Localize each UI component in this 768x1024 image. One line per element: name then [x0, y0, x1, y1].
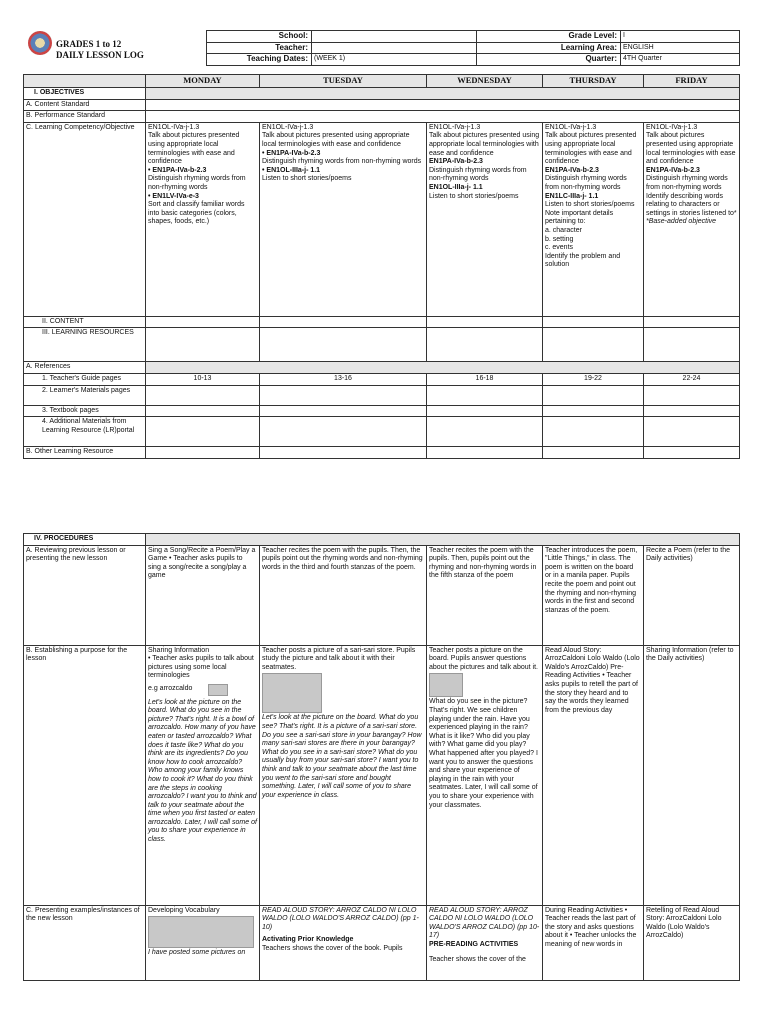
competency-text: b. setting — [545, 235, 574, 243]
proc-a-tuesday: Teacher recites the poem with the pupils. Then, the pupils point out the rhyming words and non-rhyming words in the third and fourth stanzas of the poem. — [260, 545, 427, 645]
competency-code: EN1PA-IVa-b-2.3 — [646, 166, 700, 174]
tg-pages-label: 1. Teacher's Guide pages — [24, 373, 146, 385]
lr-thursday — [543, 417, 644, 447]
grade-level-value: I — [621, 31, 740, 43]
lm-monday — [146, 385, 260, 405]
proc-b-friday: Sharing Information (refer to the Daily activities) — [644, 645, 740, 905]
tg-pages-value: 16-18 — [427, 373, 543, 385]
other-tuesday — [260, 447, 427, 459]
other-thursday — [543, 447, 644, 459]
school-label: School: — [207, 31, 312, 43]
content-standard-label: A. Content Standard — [24, 99, 146, 111]
vocabulary-pictures-image — [148, 916, 254, 948]
competency-code: EN1OL-IVa-j-1.3 — [148, 123, 200, 131]
competency-text: Distinguish rhyming words from non-rhyming words — [545, 175, 627, 191]
content-thursday — [543, 316, 644, 328]
c-tuesday-subheading: Activating Prior Knowledge — [262, 936, 354, 944]
tg-pages-value: 10-13 — [146, 373, 260, 385]
resources-monday — [146, 328, 260, 362]
corner-cell — [24, 75, 146, 88]
competency-code: EN1OL-IVa-j-1.3 — [429, 123, 481, 131]
other-resource-label: B. Other Learning Resource — [24, 447, 146, 459]
competency-code: EN1PA-IVa-b-2.3 — [545, 166, 599, 174]
competency-text: Distinguish rhyming words from non-rhyming words — [429, 166, 527, 183]
content-wednesday — [427, 316, 543, 328]
resources-tuesday — [260, 328, 427, 362]
grade-level-label: Grade Level: — [477, 31, 621, 43]
lm-wednesday — [427, 385, 543, 405]
objectives-heading: I. OBJECTIVES — [24, 88, 146, 100]
objectives-table — [23, 74, 740, 459]
competency-monday — [146, 122, 260, 316]
proc-c-monday — [146, 905, 260, 980]
c-tuesday-text: Teachers shows the cover of the book. Pupils — [262, 944, 403, 952]
day-monday: MONDAY — [146, 75, 260, 88]
tb-thursday — [543, 405, 644, 417]
b-monday-prompt: Let's look at the picture on the board. What do you see in the picture? That's right. It is a bowl of arrozcaldo. How many of you have eaten or tasted arrozcaldo? What does it taste like? What do you think are its ingredients? Do you know how to cook arrozcaldo? Who among your family knows how to cook it? What do you think are the steps in cooking arrozcaldo? I want you to think and talk to your seatmate about the time when you first tasted or eaten arrozcaldo. Later, I will call some of you to share your experience in class. — [148, 698, 257, 844]
day-thursday: THURSDAY — [543, 75, 644, 88]
learning-resources-label: III. LEARNING RESOURCES — [24, 328, 146, 362]
competency-text: Talk about pictures presented using appropriate local terminologies with ease and confidence — [148, 132, 240, 166]
procedures-heading: IV. PROCEDURES — [24, 534, 146, 546]
competency-text: Identify the problem and solution — [545, 252, 621, 269]
tg-pages-value: 13-16 — [260, 373, 427, 385]
competency-text: Distinguish rhyming words from non-rhyming words — [262, 158, 422, 166]
lm-pages-label: 2. Learner's Materials pages — [24, 385, 146, 405]
c-monday-heading: Developing Vocabulary — [148, 906, 220, 914]
competency-tuesday — [260, 122, 427, 316]
c-wednesday-subheading: PRE-READING ACTIVITIES — [429, 940, 519, 948]
b-wednesday-text: Teacher posts a picture on the board. Pupils answer questions about the pictures and talk about it. — [429, 646, 538, 671]
title-grades: GRADES 1 to 12 — [56, 39, 122, 49]
objectives-heading-fill — [146, 88, 740, 100]
lm-thursday — [543, 385, 644, 405]
competency-code: EN1OL-IVa-j-1.3 — [646, 123, 698, 131]
additional-materials-label: 4. Additional Materials from Learning Resource (LR)portal — [24, 417, 146, 447]
sari-sari-store-image — [262, 673, 322, 713]
title-dll: DAILY LESSON LOG — [56, 50, 144, 60]
competency-text: Identify describing words relating to characters or settings in stories listened to* — [646, 192, 737, 217]
content-friday — [644, 316, 740, 328]
tb-tuesday — [260, 405, 427, 417]
procedures-heading-fill — [146, 534, 740, 546]
b-tuesday-prompt: Let's look at the picture on the board. What do you see? That's right. It is a picture of a sari-sari store. Do you see a sari-sari store in your barangay? How many sari-sari stores are there in your barangay? What do you see in a sari-sari store? What do you usually buy from your sari-sari store? I want you to think and talk to your seatmate about the last time you went to the sari-sari store and bought something. Later, I will call some of you to share your experience in class. — [262, 714, 422, 799]
competency-code: • EN1OL-IIIa-j- 1.1 — [262, 166, 321, 174]
proc-c-thursday: During Reading Activities • Teacher reads the last part of the story and asks questions about it • Teacher unlocks the meaning of new words in — [543, 905, 644, 980]
children-rain-image — [429, 673, 463, 697]
day-friday: FRIDAY — [644, 75, 740, 88]
proc-c-label: C. Presenting examples/instances of the new lesson — [24, 905, 146, 980]
proc-b-wednesday — [427, 645, 543, 905]
competency-text: Listen to short stories/poems — [429, 192, 519, 200]
proc-a-thursday: Teacher introduces the poem, "Little Things," in class. The poem is written on the board or in a manila paper. Pupils recite the poem and point out the rhyming and non-rhyming words in the first and second stanzas of the poem. — [543, 545, 644, 645]
lr-tuesday — [260, 417, 427, 447]
competency-code: EN1OL-IVa-j-1.3 — [545, 123, 597, 131]
lr-friday — [644, 417, 740, 447]
proc-a-friday: Recite a Poem (refer to the Daily activities) — [644, 545, 740, 645]
competency-text: Listen to short stories/poems — [262, 175, 352, 183]
competency-code: • EN1LV-IVa-e-3 — [148, 192, 199, 200]
competency-code: EN1PA-IVa-b-2.3 — [429, 158, 483, 166]
c-wednesday-text: Teacher shows the cover of the — [429, 955, 526, 963]
competency-code: • EN1PA-IVa-b-2.3 — [262, 149, 321, 157]
tg-pages-value: 19-22 — [543, 373, 644, 385]
day-wednesday: WEDNESDAY — [427, 75, 543, 88]
other-monday — [146, 447, 260, 459]
competency-text: Talk about pictures presented using appropriate local terminologies with ease and confidence — [262, 132, 410, 148]
references-label: A. References — [24, 362, 146, 374]
proc-b-monday — [146, 645, 260, 905]
proc-b-thursday: Read Aloud Story: ArrozCaldoni Lolo Waldo (Lolo Waldo's ArrozCaldo) Pre-Reading Activities • Teacher asks pupils to retell the part of the story they heard and to say the words they learned from the previous day — [543, 645, 644, 905]
lr-monday — [146, 417, 260, 447]
learning-area-value: ENGLISH — [621, 42, 740, 54]
lm-tuesday — [260, 385, 427, 405]
competency-text: Distinguish rhyming words from non-rhyming words — [148, 175, 246, 191]
quarter-value: 4TH Quarter — [621, 54, 740, 66]
proc-b-tuesday — [260, 645, 427, 905]
textbook-pages-label: 3. Textbook pages — [24, 405, 146, 417]
other-friday — [644, 447, 740, 459]
tb-wednesday — [427, 405, 543, 417]
day-tuesday: TUESDAY — [260, 75, 427, 88]
competency-text: Talk about pictures presented using appropriate local terminologies with ease and confidence — [646, 132, 736, 166]
b-monday-caption: e.g arrozcaldo — [148, 684, 193, 692]
resources-wednesday — [427, 328, 543, 362]
competency-text: Sort and classify familiar words into basic categories (colors, shapes, foods, etc.) — [148, 201, 245, 226]
resources-friday — [644, 328, 740, 362]
competency-text: a. character — [545, 226, 582, 234]
tg-pages-value: 22-24 — [644, 373, 740, 385]
quarter-label: Quarter: — [477, 54, 621, 66]
resources-thursday — [543, 328, 644, 362]
performance-standard-label: B. Performance Standard — [24, 111, 146, 123]
proc-c-wednesday — [427, 905, 543, 980]
b-monday-heading: Sharing Information — [148, 646, 210, 654]
content-tuesday — [260, 316, 427, 328]
c-monday-prompt: I have posted some pictures on — [148, 949, 246, 957]
tb-monday — [146, 405, 260, 417]
procedures-table — [23, 533, 740, 981]
other-wednesday — [427, 447, 543, 459]
teacher-label: Teacher: — [207, 42, 312, 54]
c-wednesday-title: READ ALOUD STORY: ARROZ CALDO NI LOLO WALDO (LOLO WALDO'S ARROZ CALDO) (pp 10-17) — [429, 906, 540, 940]
competency-code: EN1LC-IIIa-j- 1.1 — [545, 192, 599, 200]
competency-text: Talk about pictures presented using appropriate local terminologies with ease and confidence — [429, 132, 540, 157]
teacher-value — [312, 42, 477, 54]
b-wednesday-questions: What do you see in the picture? That's right. We see children playing under the rain. Have you experienced playing in the rain? What is it like? Who did you play with? What game did you play? What happened after you played? I want you to answer the questions and share your experience of playing in the rain with your seatmates. Later, I will call some of you to share your experience with your classmates. — [429, 698, 538, 809]
performance-standard-value — [146, 111, 740, 123]
content-label: II. CONTENT — [24, 316, 146, 328]
competency-text: Listen to short stories/poems Note important details pertaining to: — [545, 201, 635, 226]
content-monday — [146, 316, 260, 328]
teaching-dates-label: Teaching Dates: — [207, 54, 312, 66]
competency-code: EN1OL-IIIa-j- 1.1 — [429, 183, 483, 191]
header-info-table — [206, 30, 740, 66]
proc-a-label: A. Reviewing previous lesson or presenting the new lesson — [24, 545, 146, 645]
proc-a-monday: Sing a Song/Recite a Poem/Play a Game • Teacher asks pupils to sing a song/recite a song/play a game — [146, 545, 260, 645]
tb-friday — [644, 405, 740, 417]
b-monday-bullet: • Teacher asks pupils to talk about pictures using some local terminologies — [148, 655, 254, 680]
proc-c-tuesday — [260, 905, 427, 980]
competency-code: • EN1PA-IVa-b-2.3 — [148, 166, 207, 174]
content-standard-value — [146, 99, 740, 111]
b-tuesday-text: Teacher posts a picture of a sari-sari store. Pupils study the picture and talk about it with their seatmates. — [262, 646, 416, 671]
proc-a-wednesday: Teacher recites the poem with the pupils. Then, pupils point out the rhyming and non-rhyming words in the fifth stanza of the poem — [427, 545, 543, 645]
teaching-dates-value: (WEEK 1) — [312, 54, 477, 66]
competency-text: Distinguish rhyming words from non-rhyming words — [646, 175, 728, 191]
lm-friday — [644, 385, 740, 405]
proc-b-label: B. Establishing a purpose for the lesson — [24, 645, 146, 905]
competency-text: c. events — [545, 244, 574, 252]
competency-thursday — [543, 122, 644, 316]
deped-seal-logo — [28, 31, 52, 55]
school-value — [312, 31, 477, 43]
lr-wednesday — [427, 417, 543, 447]
proc-c-friday: Retelling of Read Aloud Story: ArrozCaldoni Lolo Waldo (Lolo Waldo's ArrozCaldo) — [644, 905, 740, 980]
competency-wednesday — [427, 122, 543, 316]
arrozcaldo-image — [208, 684, 228, 696]
competency-friday — [644, 122, 740, 316]
competency-code: EN1OL-IVa-j-1.3 — [262, 123, 314, 131]
competency-label: C. Learning Competency/Objective — [24, 122, 146, 316]
competency-text: Talk about pictures presented using appropriate local terminologies with ease and confidence — [545, 132, 637, 166]
learning-area-label: Learning Area: — [477, 42, 621, 54]
c-tuesday-title: READ ALOUD STORY: ARROZ CALDO NI LOLO WALDO (LOLO WALDO'S ARROZ CALDO) (pp 1-10) — [262, 906, 419, 931]
competency-note: *Base-added objective — [646, 218, 717, 226]
references-fill — [146, 362, 740, 374]
